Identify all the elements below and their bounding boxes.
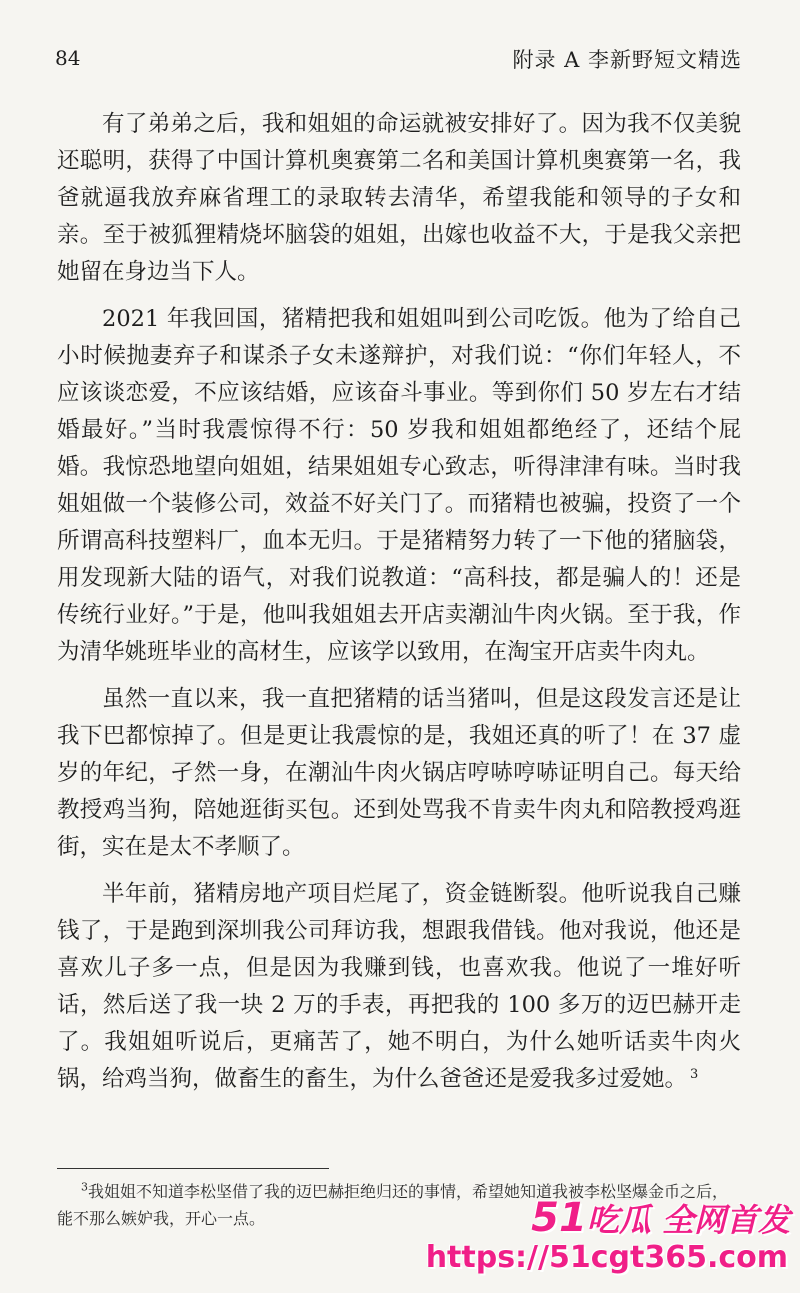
watermark-logo-text: 吃瓜 全网首发 <box>586 1201 790 1239</box>
paragraph-1: 有了弟弟之后，我和姐姐的命运就被安排好了。因为我不仅美貌还聪明，获得了中国计算机奥赛第二名和美国计算机奥赛第一名，我爸就逼我放弃麻省理工的录取转去清华，希望我能和领导的子女和亲。至于被狐狸精烧坏脑袋的姐姐，出嫁也收益不大，于是我父亲把她留在身边当下人。 <box>57 111 741 285</box>
watermark-url[interactable]: https://51cgt365.com <box>425 1240 788 1275</box>
footnote-mark: 3 <box>81 1180 88 1194</box>
paragraph-3: 虽然一直以来，我一直把猪精的话当猪叫，但是这段发言还是让我下巴都惊掉了。但是更让我震惊的是，我姐还真的听了！在 37 虚岁的年纪，孑然一身，在潮汕牛肉火锅店哼哧哼哧证明自己。每天给教授鸡当狗，陪她逛街买包。还到处骂我不肯卖牛肉丸和陪教授鸡逛街，实在是太不孝顺了。 <box>57 686 741 860</box>
watermark-logo-number: 51 <box>531 1195 587 1241</box>
running-title: 附录 A 李新野短文精选 <box>512 48 742 72</box>
page-header <box>55 40 742 80</box>
paragraph-4-text: 半年前，猪精房地产项目烂尾了，资金链断裂。他听说我自己赚钱了，于是跑到深圳我公司拜访我，想跟我借钱。他对我说，他还是喜欢儿子多一点，但是因为我赚到钱，也喜欢我。他说了一堆好听话，然后送了我一块 2 万的手表，再把我的 100 多万的迈巴赫开走了。我姐姐听说后，更痛苦了，她不明白，为什么她听话卖牛肉火锅，给鸡当狗，做畜生的畜生，为什么爸爸还是爱我多过爱她。 <box>57 881 741 1092</box>
watermark-logo <box>531 1195 790 1241</box>
paragraph-2: 2021 年我回国，猪精把我和姐姐叫到公司吃饭。他为了给自己小时候抛妻弃子和谋杀子女未遂辩护，对我们说：“你们年轻人，不应该谈恋爱，不应该结婚，应该奋斗事业。等到你们 50 岁左右才结婚最好。”当时我震惊得不行：50 岁我和姐姐都绝经了，还结个屁婚。我惊恐地望向姐姐，结果姐姐专心致志，听得津津有味。当时我姐姐做一个装修公司，效益不好关门了。而猪精也被骗，投资了一个所谓高科技塑料厂，血本无归。于是猪精努力转了一下他的猪脑袋，用发现新大陆的语气，对我们说教道：“高科技，都是骗人的！还是传统行业好。”于是，他叫我姐姐去开店卖潮汕牛肉火锅。至于我，作为清华姚班毕业的高材生，应该学以致用，在淘宝开店卖牛肉丸。 <box>57 306 741 665</box>
paragraph-4 <box>57 876 741 1098</box>
footnote-text: 我姐姐不知道李松坚借了我的迈巴赫拒绝归还的事情，希望她知道我被李松坚爆金币之后，能不那么嫉妒我，开心一点。 <box>57 1182 729 1228</box>
footnote-reference[interactable]: 3 <box>690 1066 699 1082</box>
footnote-divider <box>57 1168 329 1169</box>
main-text <box>57 106 741 1108</box>
page-number: 84 <box>55 46 81 70</box>
